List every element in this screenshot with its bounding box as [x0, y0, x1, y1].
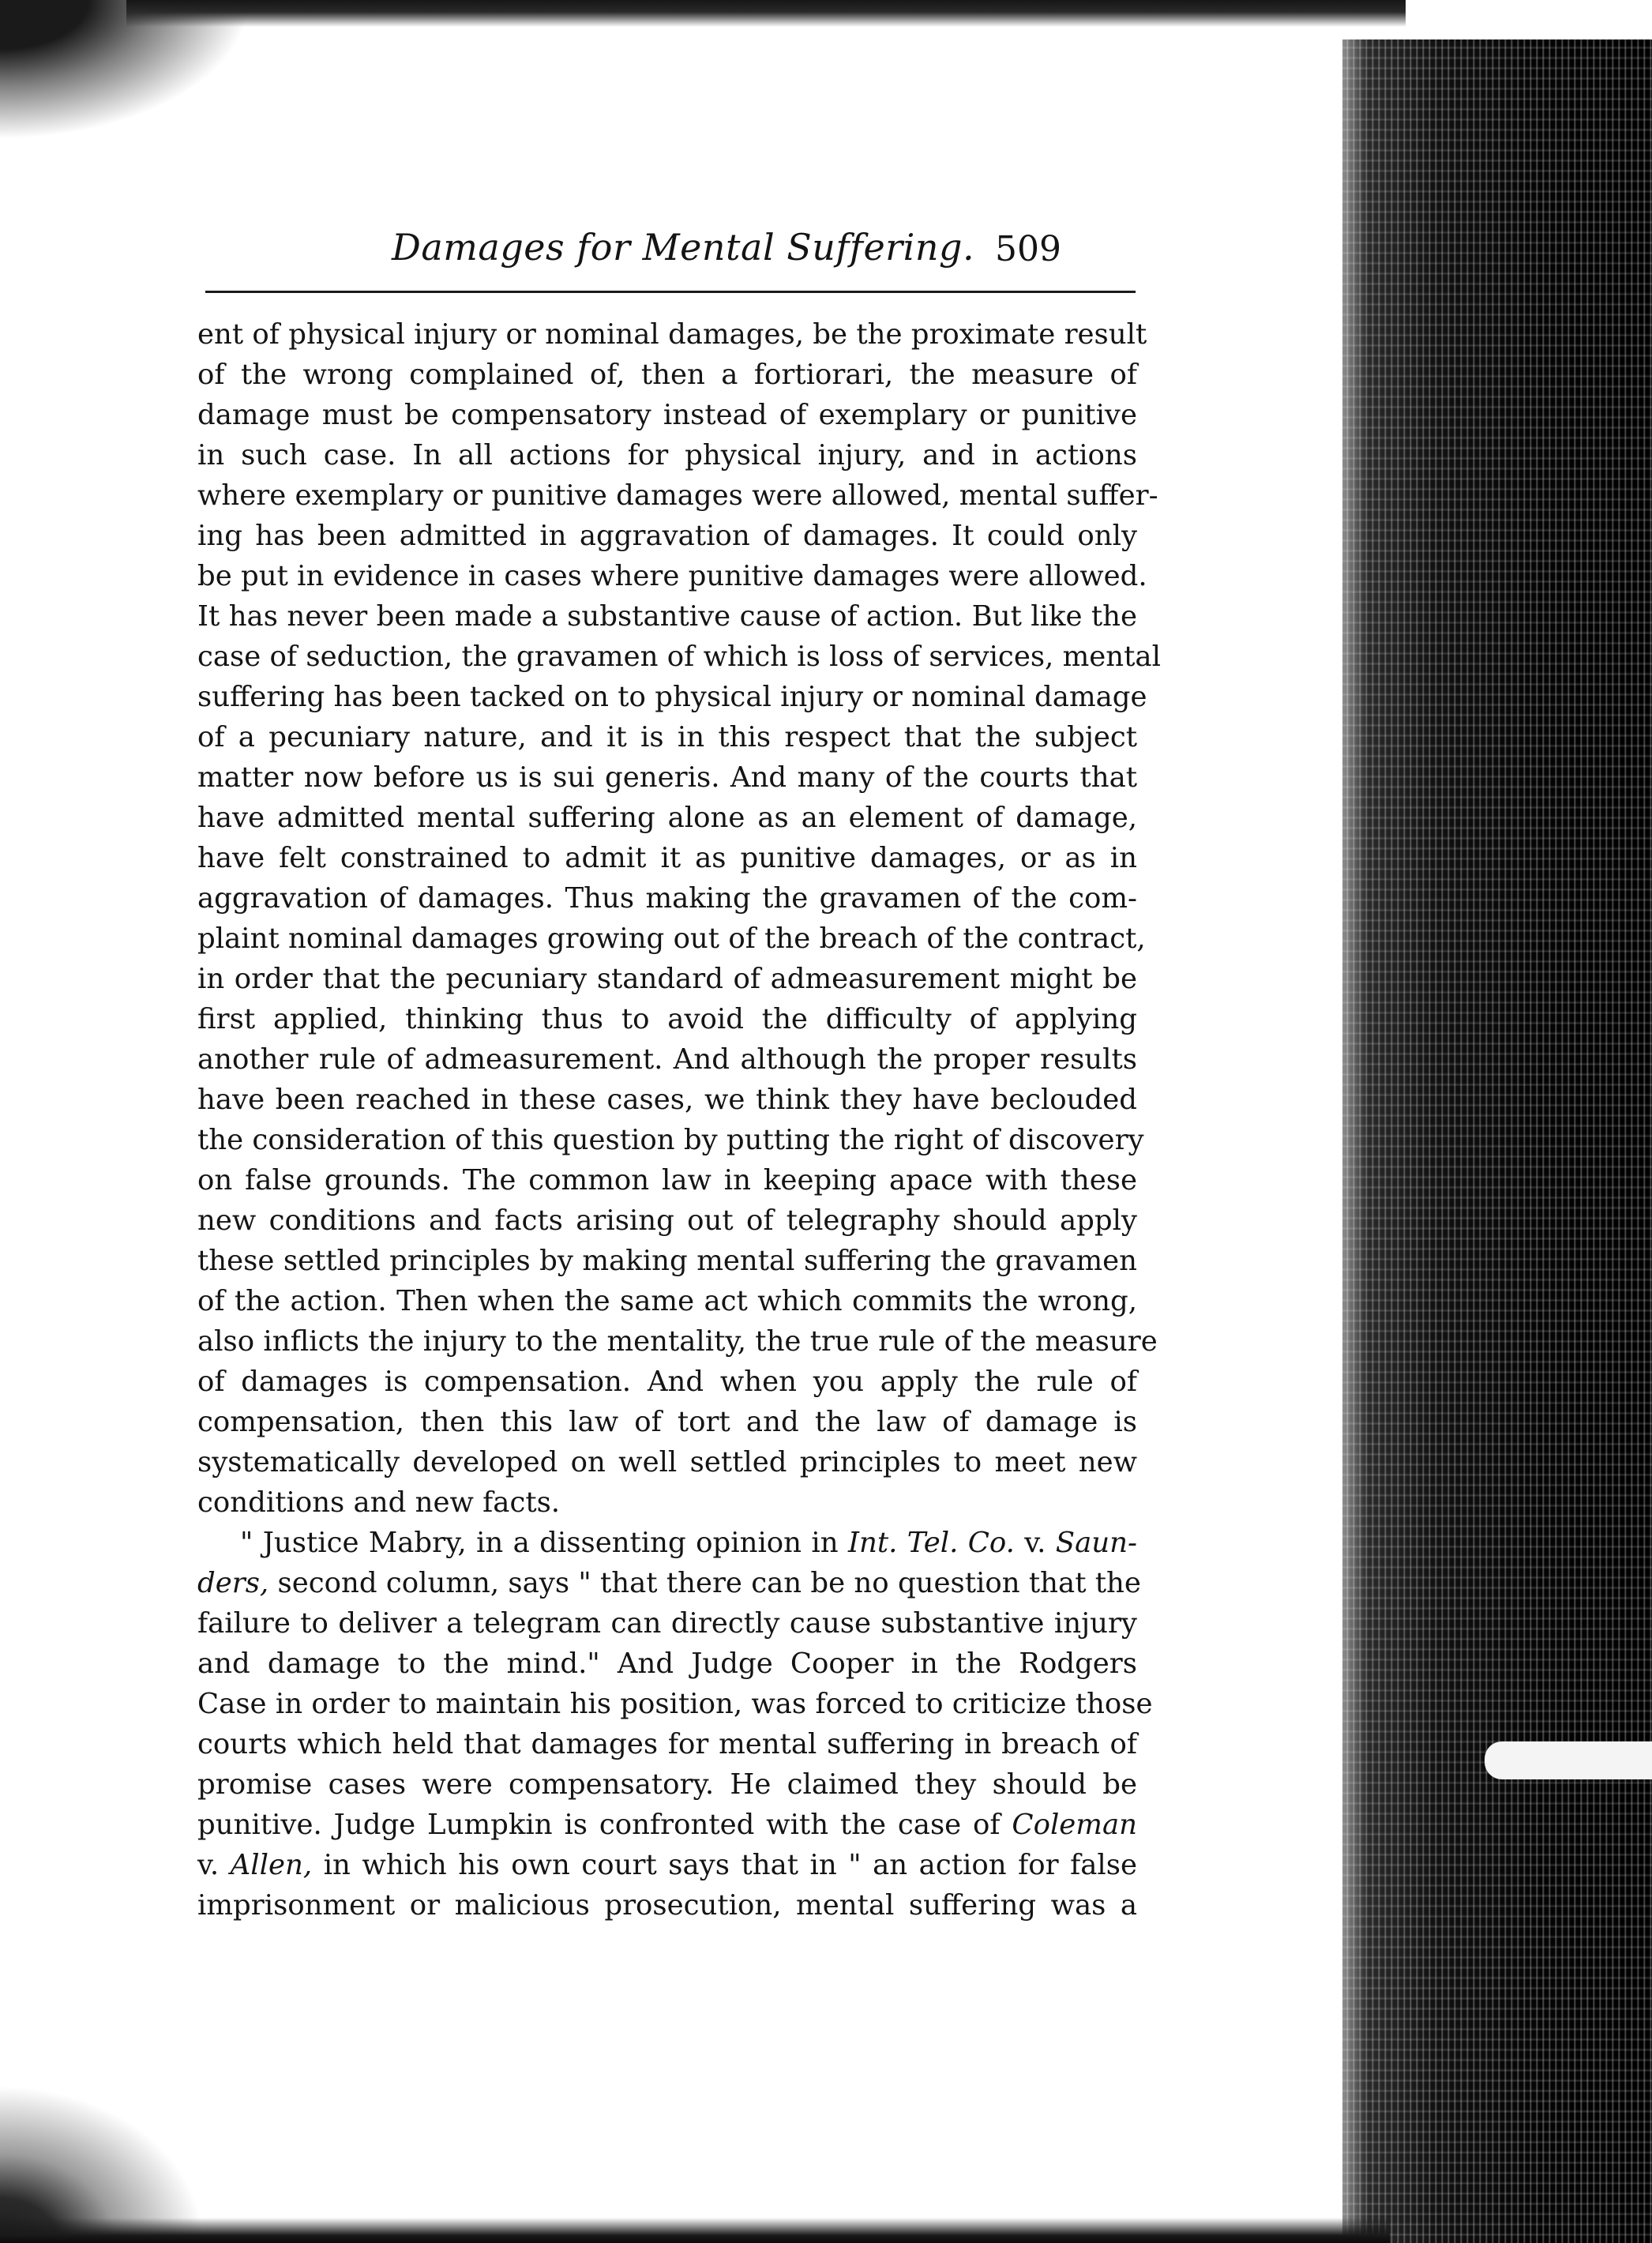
book-page — [197, 213, 1161, 1922]
text-line: be put in evidence in cases where punitive damages were allowed. — [197, 560, 1147, 592]
text-line: promise cases were compensatory. He claimed they should be — [197, 1768, 1137, 1801]
scan-gutter-fade — [1295, 32, 1366, 2243]
text-line: of a pecuniary nature, and it is in this respect that the subject — [197, 721, 1137, 753]
text-line: another rule of admeasurement. And although the proper results — [197, 1043, 1137, 1076]
text-run: second column, says " that there can be no question that the — [268, 1567, 1141, 1599]
text-line-citation — [197, 1523, 1137, 1563]
text-line: the consideration of this question by putting the right of discovery — [197, 1124, 1144, 1156]
case-name-italic: Int. Tel. Co. — [847, 1527, 1015, 1559]
text-line: first applied, thinking thus to avoid the difficulty of applying — [197, 1003, 1137, 1035]
scan-shadow-top-edge — [126, 0, 1406, 27]
text-line: of damages is compensation. And when you apply the rule of — [197, 1366, 1137, 1398]
text-line: of the wrong complained of, then a fortiorari, the measure of — [197, 359, 1137, 391]
text-line: have admitted mental suffering alone as an element of damage, — [197, 802, 1137, 834]
page-number: 509 — [995, 229, 1061, 269]
scan-shadow-bottom-edge — [0, 2218, 1390, 2243]
text-line: compensation, then this law of tort and the law of damage is — [197, 1406, 1137, 1438]
running-head — [197, 213, 1137, 276]
text-line: ing has been admitted in aggravation of damages. It could only — [197, 520, 1137, 552]
text-line: matter now before us is sui generis. And many of the courts that — [197, 761, 1137, 794]
text-line: Case in order to maintain his position, was forced to criticize those — [197, 1688, 1153, 1720]
text-line: case of seduction, the gravamen of which is loss of services, mental — [197, 641, 1161, 673]
text-line: aggravation of damages. Thus making the gravamen of the com- — [197, 882, 1137, 915]
text-line: new conditions and facts arising out of telegraphy should apply — [197, 1204, 1137, 1237]
text-line: these settled principles by making mental suffering the gravamen — [197, 1245, 1137, 1277]
text-line: courts which held that damages for mental suffering in breach of — [197, 1728, 1137, 1760]
case-name-italic: Saun- — [1055, 1527, 1137, 1559]
text-line: in such case. In all actions for physical injury, and in actions — [197, 439, 1137, 472]
header-rule — [205, 291, 1136, 293]
text-line: have been reached in these cases, we think they have beclouded — [197, 1084, 1137, 1116]
text-line-citation — [197, 1845, 1137, 1885]
case-name-italic: Allen, — [230, 1849, 313, 1881]
text-line: systematically developed on well settled principles to meet new — [197, 1446, 1137, 1478]
text-line: plaint nominal damages growing out of the breach of the contract, — [197, 922, 1146, 955]
text-line: also inflicts the injury to the mentality, the true rule of the measure — [197, 1325, 1158, 1358]
text-line: It has never been made a substantive cause of action. But like the — [197, 600, 1137, 633]
text-run: " Justice Mabry, in a dissenting opinion in — [240, 1527, 848, 1559]
text-line: on false grounds. The common law in keeping apace with these — [197, 1164, 1137, 1197]
text-line: where exemplary or punitive damages were allowed, mental suffer- — [197, 479, 1158, 512]
text-run: v. — [197, 1849, 231, 1881]
body-text — [197, 314, 1161, 1926]
text-run: in which his own court says that in " an action for false — [312, 1849, 1137, 1881]
text-line-citation — [197, 1563, 1141, 1603]
text-line-citation — [197, 1805, 1137, 1845]
text-line: imprisonment or malicious prosecution, mental suffering was a — [197, 1889, 1137, 1922]
text-line: suffering has been tacked on to physical injury or nominal damage — [197, 681, 1147, 713]
text-line: conditions and new facts. — [197, 1486, 561, 1519]
case-name-italic: Coleman — [1012, 1809, 1137, 1841]
text-run: v. — [1014, 1527, 1056, 1559]
text-line: have felt constrained to admit it as punitive damages, or as in — [197, 842, 1137, 874]
scan-shadow-right-gutter — [1342, 39, 1652, 2243]
text-line: failure to deliver a telegram can directly cause substantive injury — [197, 1607, 1137, 1640]
text-line: ent of physical injury or nominal damages, be the proximate result — [197, 318, 1147, 351]
case-name-italic: ders, — [197, 1567, 269, 1599]
running-title: Damages for Mental Suffering. — [392, 226, 975, 269]
text-line: and damage to the mind." And Judge Cooper in the Rodgers — [197, 1647, 1137, 1680]
text-run: punitive. Judge Lumpkin is confronted with the case of — [197, 1809, 1012, 1841]
text-line: damage must be compensatory instead of exemplary or punitive — [197, 399, 1137, 431]
text-line: in order that the pecuniary standard of admeasurement might be — [197, 963, 1137, 995]
text-line: of the action. Then when the same act which commits the wrong, — [197, 1285, 1137, 1317]
scan-tab-marker — [1485, 1741, 1652, 1779]
